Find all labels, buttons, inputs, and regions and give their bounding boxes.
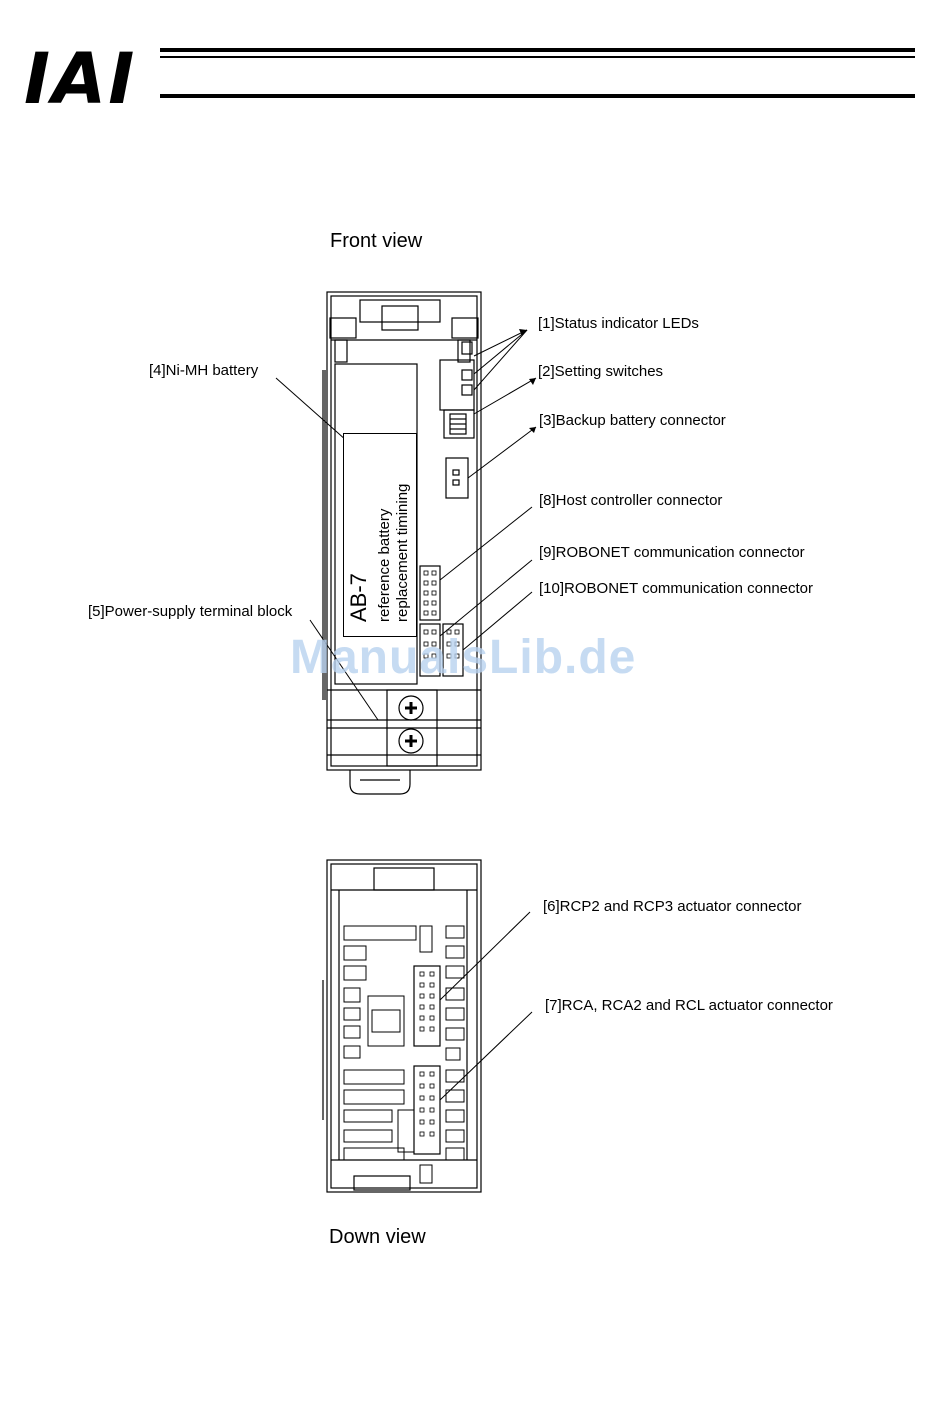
front-view-title: Front view xyxy=(330,230,423,252)
battery-label-box xyxy=(343,433,417,637)
battery-text-2: replacement timining xyxy=(394,483,411,622)
battery-label-rotated xyxy=(344,434,416,636)
callout-nimh-battery: [4]Ni-MH battery xyxy=(149,362,259,379)
callout-robonet-10: [10]ROBONET communication connector xyxy=(539,580,814,597)
battery-text-1: reference battery xyxy=(376,508,393,622)
host-connector xyxy=(420,566,440,620)
callout-status-leds: [1]Status indicator LEDs xyxy=(538,315,699,332)
rca-actuator-connector xyxy=(414,1066,440,1154)
iai-logo: IAI xyxy=(24,38,137,120)
callout-power-supply: [5]Power-supply terminal block xyxy=(88,603,293,620)
down-view-slots xyxy=(344,926,464,1183)
callout-host-controller: [8]Host controller connector xyxy=(539,492,723,509)
led-switch-area xyxy=(440,342,474,498)
callout-robonet-9: [9]ROBONET communication connector xyxy=(539,544,805,561)
callout-rcp-connector: [6]RCP2 and RCP3 actuator connector xyxy=(543,898,802,915)
power-terminal-block xyxy=(327,690,481,794)
callout-setting-switches: [2]Setting switches xyxy=(538,363,664,380)
battery-model: AB-7 xyxy=(346,573,371,622)
down-view-title: Down view xyxy=(329,1226,426,1248)
rcp-actuator-connector xyxy=(414,966,440,1046)
watermark: ManualsLib.de xyxy=(290,631,637,684)
callout-backup-battery: [3]Backup battery connector xyxy=(539,412,726,429)
callout-rca-connector: [7]RCA, RCA2 and RCL actuator connector xyxy=(545,997,833,1014)
